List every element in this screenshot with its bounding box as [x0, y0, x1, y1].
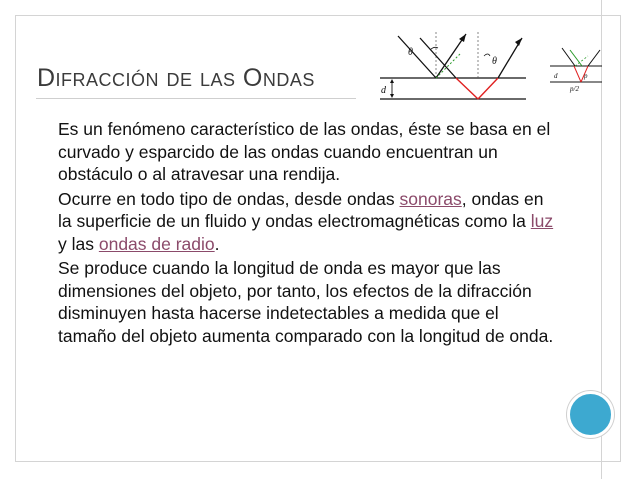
link-sonoras[interactable]: sonoras [399, 188, 462, 209]
p-label: p [584, 72, 588, 80]
slide-title: Difracción de las Ondas [37, 64, 315, 92]
bullet-item [35, 257, 555, 347]
theta-label-left: θ [408, 47, 413, 58]
theta-label-right: θ [492, 56, 497, 67]
bullet-text: y las [58, 233, 99, 254]
bullet-text: Se produce cuando la longitud de onda es mayor que las dimensiones del objeto, por tanto, los efectos de la difracción disminuyen hasta hacerse indetectables a medida que el tamaño del objeto aumenta comparado con la longitud de onda. [58, 258, 554, 346]
diffraction-detail-diagram [548, 38, 604, 102]
title-underline [36, 98, 356, 99]
bullet-text: , ondas en la superficie de un fluido y ondas electromagnéticas como la [58, 188, 544, 231]
half-p-label: p/2 [570, 85, 579, 93]
bullet-list [35, 118, 555, 347]
bullet-text: Es un fenómeno característico de las ondas, éste se basa en el curvado y esparcido de las ondas cuando encuentran un obstáculo o al atravesar una rendija. [58, 119, 551, 184]
d-label-small: d [554, 72, 558, 80]
link-luz[interactable]: luz [530, 211, 554, 231]
bullet-text: Ocurre en todo tipo de ondas, desde ondas [58, 188, 400, 209]
d-label: d [381, 85, 386, 96]
bullet-item [35, 188, 555, 256]
bullet-text: . [214, 233, 220, 254]
bullet-item [35, 118, 555, 186]
diffraction-diagram [378, 28, 528, 108]
corner-circle-decoration [567, 391, 614, 438]
link-ondas-de-radio[interactable]: ondas de radio [98, 233, 215, 254]
